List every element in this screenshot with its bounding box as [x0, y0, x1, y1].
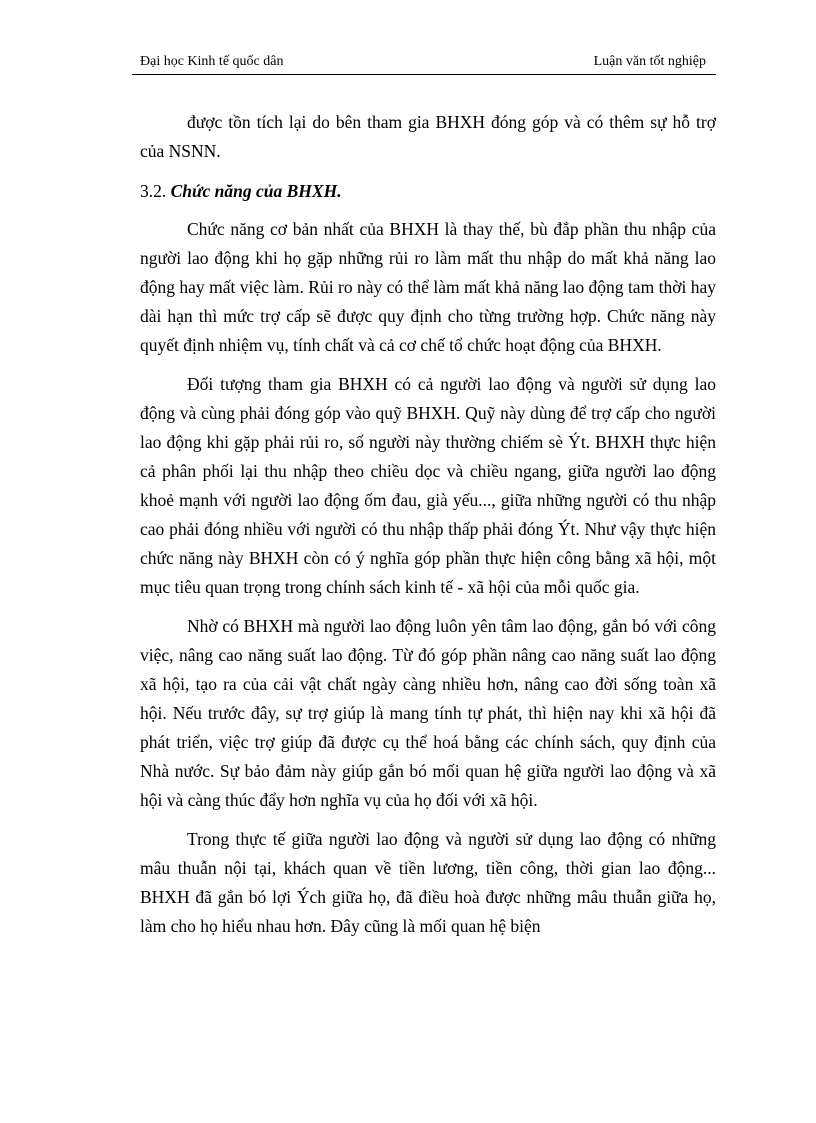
paragraph: Đối tượng tham gia BHXH có cả người lao động và người sử dụng lao động và cùng phải đóng góp vào quỹ BHXH. Quỹ này dùng để trợ cấp cho người lao động khi gặp phải rủi ro, số người này thường chiếm sè Ýt. BHXH thực hiện cả phân phối lại thu nhập theo chiều dọc và chiều ngang, giữa người lao động khoẻ mạnh với người lao động ốm đau, già yếu..., giữa những người có thu nhập cao phải đóng nhiều với người có thu nhập thấp phải đóng Ýt. Như vậy thực hiện chức năng này BHXH còn có ý nghĩa góp phần thực hiện công bằng xã hội, một mục tiêu quan trọng trong chính sách kinh tế - xã hội của mỗi quốc gia. [140, 374, 716, 597]
paragraph: Chức năng cơ bản nhất của BHXH là thay thế, bù đắp phần thu nhập của người lao động khi họ gặp những rủi ro làm mất thu nhập do mất khả năng lao động hay mất việc làm. Rủi ro này có thể làm mất khả năng lao động tam thời hay dài hạn thì mức trợ cấp sẽ được quy định cho từng trường hợp. Chức năng này quyết định nhiệm vụ, tính chất và cả cơ chế tổ chức hoạt động của BHXH. [140, 219, 716, 355]
page-body [140, 108, 716, 951]
header-university: Đại học Kinh tế quốc dân [140, 54, 284, 69]
section-heading [140, 177, 716, 206]
continued-paragraph: được tồn tích lại do bên tham gia BHXH đóng góp và có thêm sự hỗ trợ của NSNN. [140, 112, 716, 161]
paragraph: Nhờ có BHXH mà người lao động luôn yên tâm lao động, gắn bó với công việc, nâng cao năng suất lao động. Từ đó góp phần nâng cao năng suất lao động xã hội, tạo ra của cải vật chất ngày càng nhiều hơn, nâng cao đời sống toàn xã hội. Nếu trước đây, sự trợ giúp là mang tính tự phát, thì hiện nay khi xã hội đã phát triển, việc trợ giúp đã được cụ thể hoá bằng các chính sách, quy định của Nhà nước. Sự bảo đảm này giúp gắn bó mối quan hệ giữa người lao động và xã hội và càng thúc đẩy hơn nghĩa vụ của họ đối với xã hội. [140, 616, 716, 810]
section-number: 3.2. [140, 181, 167, 201]
paragraph: Trong thực tế giữa người lao động và người sử dụng lao động có những mâu thuẫn nội tại, khách quan về tiền lương, tiền công, thời gian lao động... BHXH đã gắn bó lợi Ých giữa họ, đã điều hoà được những mâu thuẫn giữa họ, làm cho họ hiểu nhau hơn. Đây cũng là mối quan hệ biện [140, 829, 716, 936]
page-header [132, 52, 716, 75]
section-title: Chức năng của BHXH. [170, 181, 342, 201]
header-thesis-label: Luận văn tốt nghiệp [593, 54, 706, 69]
